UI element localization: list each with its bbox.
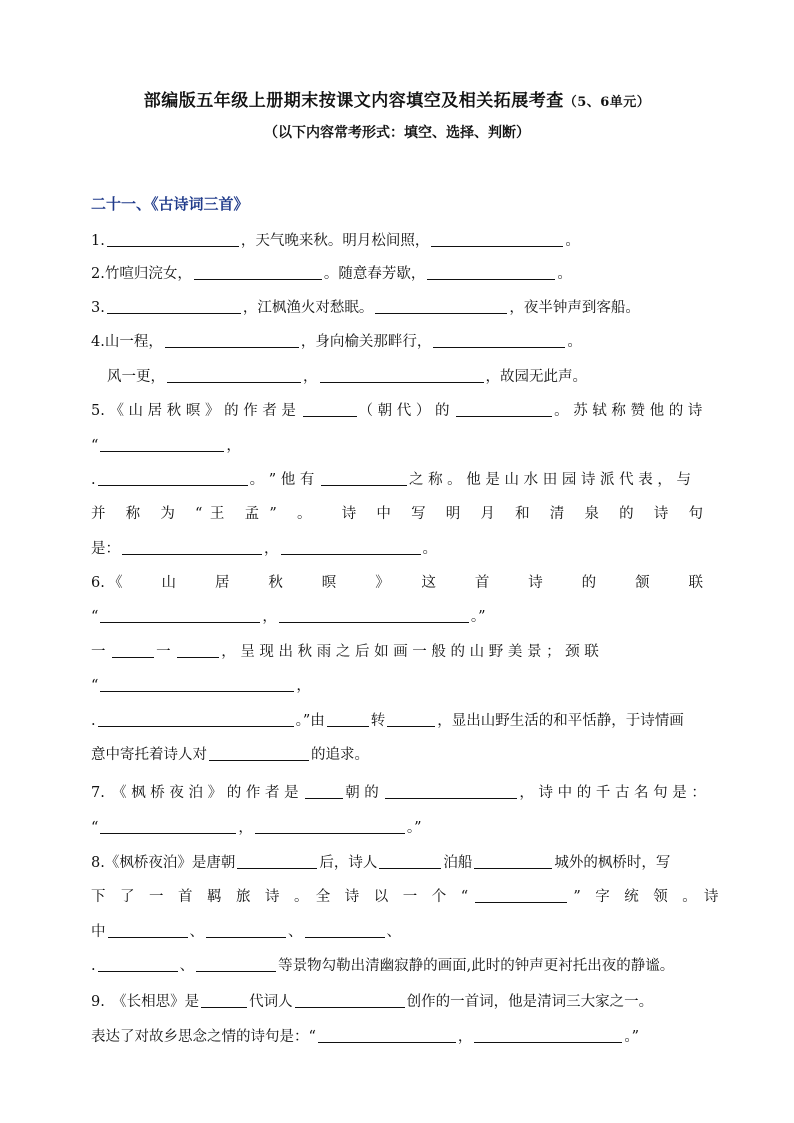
fill-in-blank[interactable] — [379, 853, 441, 869]
fill-in-blank[interactable] — [375, 298, 507, 314]
question-line — [91, 711, 703, 731]
fill-in-blank[interactable] — [196, 956, 276, 972]
line-text: “ — [91, 438, 99, 454]
line-text: 意中寄托着诗人对 — [91, 747, 207, 763]
fill-in-blank[interactable] — [194, 264, 322, 280]
line-text: ，天气晚来秋。明月松间照， — [240, 233, 430, 249]
question-line — [91, 470, 703, 490]
fill-in-blank[interactable] — [387, 711, 435, 727]
question-line — [91, 642, 703, 662]
page-title — [0, 86, 794, 111]
question-line — [91, 436, 703, 456]
fill-in-blank[interactable] — [100, 676, 294, 692]
section-heading: 二十一、《古诗词三首》 — [91, 195, 249, 213]
line-text: 。” — [624, 1029, 640, 1045]
fill-in-blank[interactable] — [318, 1027, 456, 1043]
line-text: 泊船 — [443, 855, 473, 871]
line-text: . — [91, 958, 96, 974]
line-text: 。 — [567, 334, 582, 350]
line-text: 。 — [422, 541, 437, 557]
line-text: 一 — [156, 644, 176, 660]
line-text: 。”由 — [295, 713, 325, 729]
line-text: 的追求。 — [311, 747, 369, 763]
line-text: ，身向榆关那畔行， — [300, 334, 432, 350]
line-text: 是： — [91, 541, 120, 557]
line-text: ， — [238, 820, 253, 836]
fill-in-blank[interactable] — [305, 783, 343, 799]
fill-in-blank[interactable] — [108, 922, 188, 938]
fill-in-blank[interactable] — [100, 436, 224, 452]
question-line — [91, 401, 703, 421]
line-text: 城外的枫桥时，写 — [554, 855, 671, 871]
line-text: ， — [303, 369, 318, 385]
line-text: ， — [457, 1029, 473, 1045]
line-text: ，故园无此声。 — [485, 369, 587, 385]
fill-in-blank[interactable] — [281, 539, 421, 555]
question-line — [107, 367, 719, 387]
question-line — [91, 264, 703, 284]
fill-in-blank[interactable] — [237, 853, 317, 869]
question-line — [91, 992, 703, 1012]
question-line — [91, 956, 703, 976]
line-text: 。” — [406, 820, 422, 836]
line-text: 5. 《 山 居 秋 暝 》 的 作 者 是 — [91, 403, 301, 419]
line-text: 等景物勾勒出清幽寂静的画面,此时的钟声更衬托出夜的静谧。 — [278, 958, 675, 974]
fill-in-blank[interactable] — [475, 887, 567, 903]
fill-in-blank[interactable] — [474, 1027, 622, 1043]
fill-in-blank[interactable] — [427, 264, 555, 280]
fill-in-blank[interactable] — [327, 711, 369, 727]
line-text: 。” — [470, 609, 486, 625]
question-line — [91, 298, 703, 318]
line-text: . — [91, 713, 96, 729]
line-text: 后，诗人 — [319, 855, 378, 871]
line-text: 朝 的 — [345, 785, 384, 801]
question-line — [91, 573, 703, 593]
fill-in-blank[interactable] — [167, 367, 301, 383]
fill-in-blank[interactable] — [206, 922, 286, 938]
fill-in-blank[interactable] — [177, 642, 219, 658]
line-text: 。 — [557, 266, 572, 282]
line-text: “ — [91, 820, 99, 836]
fill-in-blank[interactable] — [305, 922, 385, 938]
line-text: ， — [226, 438, 241, 454]
line-text: 、 — [386, 924, 401, 940]
line-text: “ — [91, 609, 99, 625]
line-text: . — [91, 472, 96, 488]
fill-in-blank[interactable] — [456, 401, 552, 417]
line-text: 6.《 山 居 秋 暝 》 这 首 诗 的 颔 联 — [91, 575, 703, 591]
line-text: 3. — [91, 300, 105, 316]
line-text: ，夜半钟声到客船。 — [509, 300, 640, 316]
question-line — [91, 504, 703, 524]
question-line — [91, 818, 703, 838]
line-text: ， — [264, 541, 279, 557]
fill-in-blank[interactable] — [107, 298, 241, 314]
line-text: ，显出山野生活的和平恬静，于诗情画 — [437, 713, 684, 729]
line-text: 转 — [370, 713, 386, 729]
question-line — [91, 539, 703, 559]
line-text: 1. — [91, 233, 105, 249]
title-suffix: （5、6单元） — [563, 95, 651, 110]
question-line — [91, 887, 719, 907]
fill-in-blank[interactable] — [295, 992, 405, 1008]
line-text: 风一更， — [107, 369, 165, 385]
line-text: 8.《枫桥夜泊》是唐朝 — [91, 855, 236, 871]
question-line — [91, 676, 703, 696]
fill-in-blank[interactable] — [321, 470, 407, 486]
line-text: 7. 《 枫 桥 夜 泊 》 的 作 者 是 — [91, 785, 304, 801]
fill-in-blank[interactable] — [279, 607, 469, 623]
fill-in-blank[interactable] — [385, 783, 517, 799]
question-line — [91, 607, 703, 627]
line-text: ， — [296, 678, 311, 694]
page-subtitle: （以下内容常考形式：填空、选择、判断） — [264, 125, 530, 141]
question-line — [91, 1027, 703, 1047]
line-text: 下 了 一 首 羁 旅 诗 。 全 诗 以 一 个 “ — [91, 889, 473, 905]
line-text: ” 字 统 领 。 诗 — [568, 889, 719, 905]
line-text: ，江枫渔火对愁眠。 — [242, 300, 374, 316]
title-main: 部编版五年级上册期末按课文内容填空及相关拓展考查 — [143, 91, 564, 111]
question-line — [91, 922, 703, 942]
line-text: 代词人 — [249, 994, 293, 1010]
question-line — [91, 745, 703, 765]
fill-in-blank[interactable] — [320, 367, 484, 383]
question-line — [91, 332, 703, 352]
line-text: 、 — [189, 924, 204, 940]
line-text: 。 ” 他 有 — [249, 472, 319, 488]
fill-in-blank[interactable] — [165, 332, 299, 348]
line-text: 。 — [565, 233, 580, 249]
line-text: ， 诗 中 的 千 古 名 句 是 ： — [519, 785, 706, 801]
question-line — [91, 783, 706, 803]
question-line — [91, 231, 703, 251]
line-text: 创作的一首词，他是清词三大家之一。 — [406, 994, 654, 1010]
line-text: 一 — [91, 644, 111, 660]
line-text: “ — [91, 678, 99, 694]
fill-in-blank[interactable] — [122, 539, 262, 555]
line-text: （ 朝 代 ） 的 — [358, 403, 455, 419]
line-text: ， 呈 现 出 秋 雨 之 后 如 画 一 般 的 山 野 美 景 ； 颈 联 — [221, 644, 599, 660]
line-text: 。 苏 轼 称 赞 他 的 诗 — [554, 403, 703, 419]
fill-in-blank[interactable] — [431, 231, 563, 247]
fill-in-blank[interactable] — [107, 231, 239, 247]
fill-in-blank[interactable] — [100, 607, 260, 623]
fill-in-blank[interactable] — [255, 818, 405, 834]
question-line — [91, 853, 703, 873]
fill-in-blank[interactable] — [433, 332, 565, 348]
fill-in-blank[interactable] — [112, 642, 154, 658]
fill-in-blank[interactable] — [98, 470, 248, 486]
fill-in-blank[interactable] — [98, 956, 178, 972]
fill-in-blank[interactable] — [98, 711, 294, 727]
line-text: 表达了对故乡思念之情的诗句是：“ — [91, 1029, 316, 1045]
line-text: 之 称 。 他 是 山 水 田 园 诗 派 代 表 ， 与 — [408, 472, 691, 488]
line-text: 。随意春芳歇， — [323, 266, 426, 282]
line-text: 中 — [91, 924, 106, 940]
line-text: 4.山一程， — [91, 334, 163, 350]
line-text: 、 — [179, 958, 195, 974]
line-text: 、 — [288, 924, 303, 940]
fill-in-blank[interactable] — [474, 853, 552, 869]
fill-in-blank[interactable] — [100, 818, 236, 834]
fill-in-blank[interactable] — [201, 992, 247, 1008]
line-text: 9. 《长相思》是 — [91, 994, 200, 1010]
line-text: ， — [262, 609, 277, 625]
fill-in-blank[interactable] — [209, 745, 309, 761]
line-text: 2.竹喧归浣女， — [91, 266, 192, 282]
fill-in-blank[interactable] — [303, 401, 357, 417]
line-text: 并 称 为 “ 王 孟 ” 。 诗 中 写 明 月 和 清 泉 的 诗 句 — [91, 506, 703, 522]
